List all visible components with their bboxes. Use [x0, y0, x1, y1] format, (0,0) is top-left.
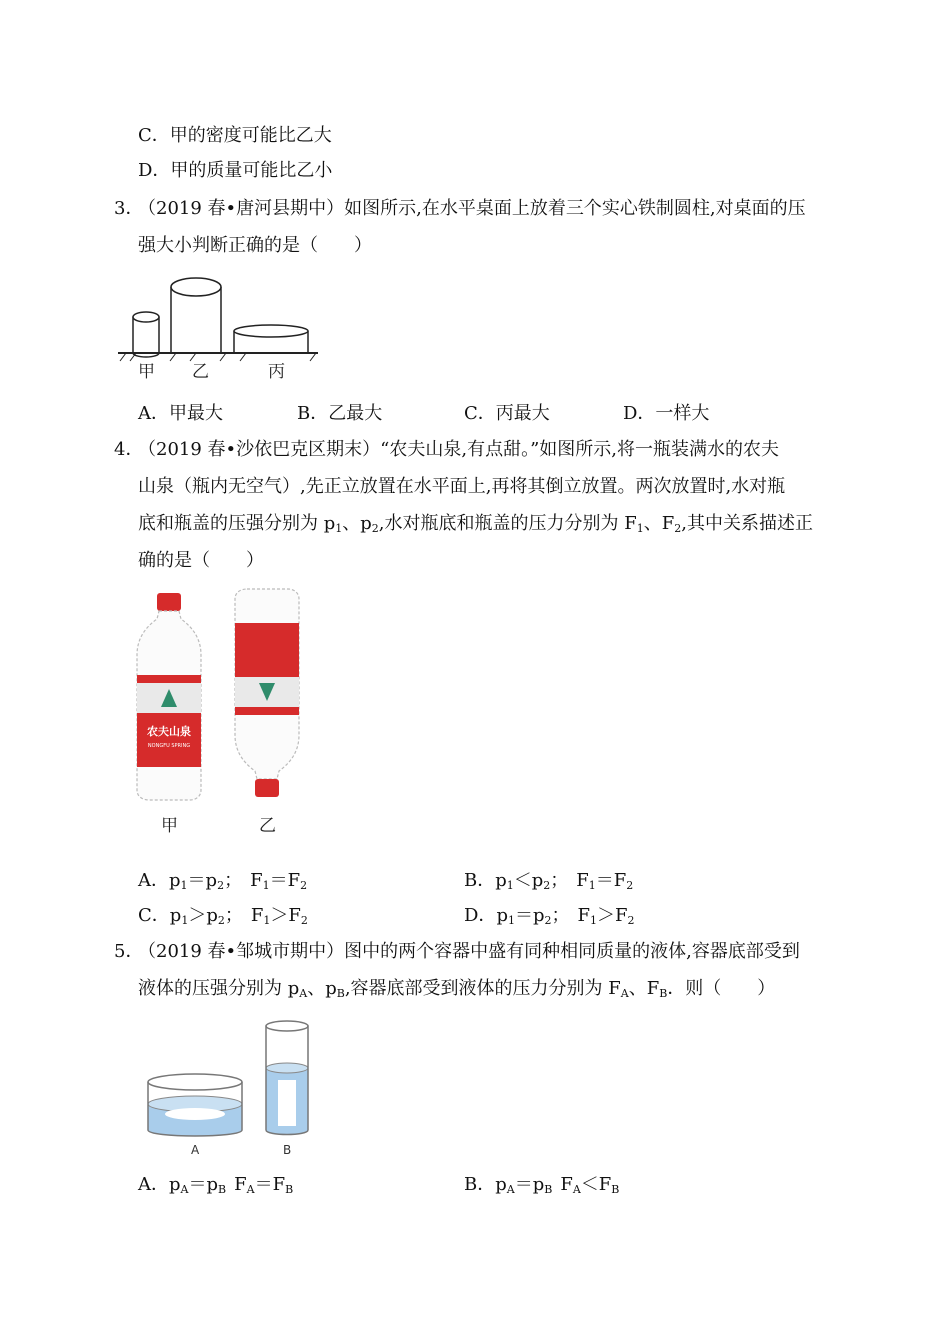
- q4-option-c: C．$p_1>p_2$； $F_1>F_2$: [138, 905, 308, 927]
- q3-stem-line1: （2019 春•唐河县期中）如图所示,在水平桌面上放着三个实心铁制圆柱,对桌面的压: [138, 198, 806, 219]
- container-a: [148, 1074, 242, 1136]
- q3-stem-line2: 强大小判断正确的是（ ）: [138, 235, 372, 256]
- cylinder-bing: [234, 325, 308, 353]
- q3-cylinders-figure: [116, 265, 326, 385]
- label-a: A: [191, 1143, 200, 1157]
- q3-option-b: B．乙最大: [297, 403, 383, 424]
- bottle-brand-en-text: NONGFU SPRING: [147, 743, 191, 749]
- q5-containers-figure: [140, 1012, 340, 1162]
- q4-stem-line4: 确的是（ ）: [138, 550, 264, 571]
- q3-option-c: C．丙最大: [464, 403, 550, 424]
- q4-number: 4．: [114, 439, 144, 460]
- q4-stem-line3: 底和瓶盖的压强分别为 $p_1$、$p_2$,水对瓶底和瓶盖的压力分别为 $F_1$、$F_2$,其中关系描述正: [138, 513, 813, 535]
- q4-stem-line2: 山泉（瓶内无空气）,先正立放置在水平面上,再将其倒立放置。两次放置时,水对瓶: [138, 476, 786, 497]
- q2-option-c: C．甲的密度可能比乙大: [138, 125, 332, 146]
- q3-number: 3．: [114, 198, 144, 219]
- q4-option-d: D．$p_1=p_2$； $F_1>F_2$: [464, 905, 635, 927]
- label-jia: 甲: [138, 362, 155, 382]
- q4-option-b: B．$p_1<p_2$； $F_1=F_2$: [464, 870, 634, 892]
- cylinder-yi: [171, 278, 221, 353]
- q4-option-a: A．$p_1=p_2$； $F_1=F_2$: [138, 870, 308, 892]
- q5-stem-line1: （2019 春•邹城市期中）图中的两个容器中盛有同种相同质量的液体,容器底部受到: [138, 941, 800, 962]
- label-yi: 乙: [259, 816, 276, 836]
- q5-number: 5．: [114, 941, 144, 962]
- label-bing: 丙: [268, 362, 285, 382]
- label-yi: 乙: [192, 362, 209, 382]
- q5-stem-line2: 液体的压强分别为 $p_A$、$p_B$,容器底部受到液体的压力分别为 $F_A$、$F_B$．则（ ）: [138, 978, 776, 1000]
- q2-option-d: D．甲的质量可能比乙小: [138, 160, 333, 181]
- q4-bottles-figure: [135, 585, 315, 845]
- bottle-jia: [137, 593, 201, 800]
- q4-stem-line1: （2019 春•沙依巴克区期末）“农夫山泉,有点甜。”如图所示,将一瓶装满水的农夫: [138, 439, 779, 460]
- label-jia: 甲: [161, 816, 178, 836]
- container-b: [266, 1021, 308, 1135]
- bottle-brand-text: 农夫山泉: [147, 725, 191, 738]
- cylinder-jia: [133, 312, 159, 357]
- q3-option-d: D．一样大: [623, 403, 710, 424]
- label-b: B: [283, 1143, 292, 1157]
- bottle-yi: [235, 589, 299, 797]
- q3-option-a: A．甲最大: [138, 403, 223, 424]
- q5-option-a: A．$p_A=p_B$ $F_A=F_B$: [138, 1174, 294, 1196]
- q5-option-b: B．$p_A=p_B$ $F_A<F_B$: [464, 1174, 620, 1196]
